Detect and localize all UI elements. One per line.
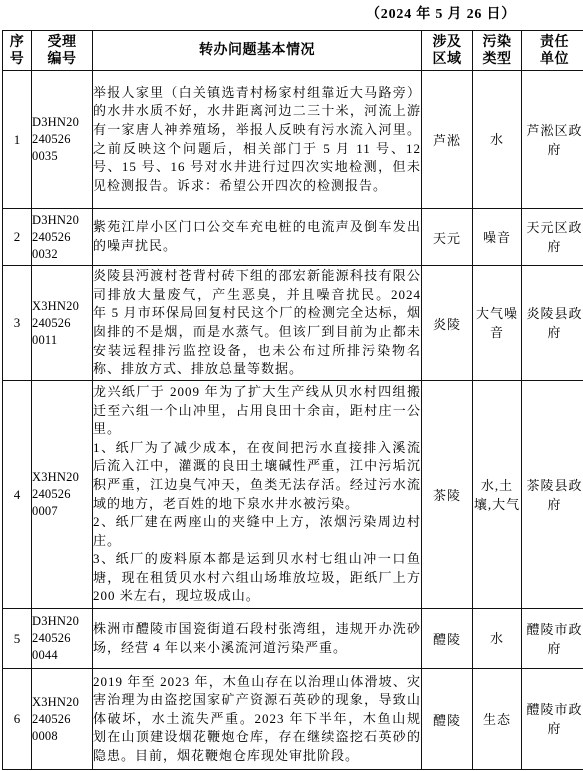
table-row xyxy=(3,266,583,381)
summary-paragraph: 株洲市醴陵市国瓷街道石段村张湾组，违规开办洗砂场，经营 4 年以来小溪流河道污染严重。 xyxy=(93,620,421,655)
header-seq-line: 序 xyxy=(9,34,25,50)
table-row xyxy=(3,669,583,770)
header-pollution-type xyxy=(473,31,522,71)
region-cell: 天元 xyxy=(422,209,473,266)
case-number-line: X3HN20 xyxy=(32,298,80,313)
summary-cell xyxy=(93,381,422,609)
table-header-row xyxy=(3,31,583,71)
seq-cell: 1 xyxy=(3,71,32,209)
case-number-line: 240526 xyxy=(32,487,71,501)
table-row xyxy=(3,209,583,266)
table-row xyxy=(3,71,583,209)
region-cell: 芦淞 xyxy=(422,71,473,209)
report-date: （2024 年 5 月 26 日） xyxy=(366,7,517,22)
responsible-unit-cell: 茶陵县政府 xyxy=(522,381,583,609)
region-cell: 炎陵 xyxy=(422,266,473,381)
header-case-number-line: 受理 xyxy=(47,34,77,50)
case-number-line: 240526 xyxy=(32,132,71,146)
case-number-line: X3HN20 xyxy=(32,470,80,484)
pollution-type-cell: 大气噪音 xyxy=(473,266,522,381)
seq-cell: 2 xyxy=(3,209,32,266)
case-number-line: 240526 xyxy=(32,631,71,645)
pollution-type-cell: 水 xyxy=(473,71,522,209)
seq-cell: 3 xyxy=(3,266,32,381)
summary-paragraph: 2、纸厂建在两座山的夹缝中上方，浓烟污染周边村庄。 xyxy=(93,514,421,548)
complaint-table-body xyxy=(3,31,583,770)
case-number-line: D3HN20 xyxy=(32,115,80,129)
responsible-unit-cell: 炎陵县政府 xyxy=(522,266,583,381)
header-region-line: 涉及 xyxy=(432,34,462,50)
header-responsible-unit-line: 责任 xyxy=(540,34,569,50)
case-number-line: 0035 xyxy=(32,149,58,163)
region-cell: 醴陵 xyxy=(422,609,473,669)
summary-paragraph: 3、纸厂的废料原本都是运到贝水村七组山冲一口鱼塘，现在租赁贝水村六组山场堆放垃圾，距纸厂上方 200 米左右，现垃圾成山。 xyxy=(93,551,421,604)
header-case-number xyxy=(32,31,93,71)
case-number-line: 0032 xyxy=(32,246,58,261)
summary-paragraph: 炎陵县沔渡村苍背村砖下组的邵宏新能源科技有限公司排放大量废气，产生恶臭，并且噪音扰民。2024 年 5 月市环保局回复村民这个厂的检测完全达标，烟囱排的不是烟，而是水蒸气。但该厂到目前为止都未安装远程排污监控设备，也未公布过所排污染物名称、排放方式、排放总量等数据。 xyxy=(93,268,421,377)
case-number-cell xyxy=(32,381,93,609)
case-number-cell xyxy=(32,609,93,669)
case-number-line: D3HN20 xyxy=(32,614,80,628)
header-region-line: 区域 xyxy=(432,51,462,67)
header-case-number-line: 编号 xyxy=(47,51,77,67)
table-row xyxy=(3,609,583,669)
case-number-cell xyxy=(32,266,93,381)
summary-cell xyxy=(93,209,422,266)
summary-cell xyxy=(93,266,422,381)
responsible-unit-cell: 醴陵市政府 xyxy=(522,609,583,669)
summary-cell xyxy=(93,669,422,770)
case-number-cell xyxy=(32,209,93,266)
summary-paragraph: 龙兴纸厂于 2009 年为了扩大生产线从贝水村四组搬迁至六组一个山冲里，占用良田十余亩，距村庄一公里。 xyxy=(93,383,421,437)
header-seq xyxy=(3,31,32,71)
pollution-type-cell: 水 xyxy=(473,609,522,669)
summary-paragraph: 举报人家里（白关镇选青村杨家村组靠近大马路旁）的水井水质不好，水井距离河边二三十米，河流上游有一家唐人神养殖场，举报人反映有污水流入河里。之前反映这个问题后，相关部门于 5 月 11 号、12 号、15 号、16 号对水井进行过四次实地检测，但未见检测报告。诉求：希望公开四次的检测报告。 xyxy=(93,84,421,193)
region-cell: 茶陵 xyxy=(422,381,473,609)
complaint-table xyxy=(2,30,583,770)
responsible-unit-cell: 醴陵市政府 xyxy=(522,669,583,770)
case-number-line: 0044 xyxy=(32,648,58,662)
header-pollution-type-line: 类型 xyxy=(482,51,512,67)
case-number-line: 0007 xyxy=(32,504,58,518)
summary-cell xyxy=(93,71,422,209)
seq-cell: 6 xyxy=(3,669,32,770)
case-number-line: 0008 xyxy=(32,728,58,743)
responsible-unit-cell: 天元区政府 xyxy=(522,209,583,266)
region-cell: 醴陵 xyxy=(422,669,473,770)
table-row xyxy=(3,381,583,609)
case-number-line: 240526 xyxy=(32,711,71,726)
summary-paragraph: 紫苑江岸小区门口公交车充电桩的电流声及倒车发出的噪声扰民。 xyxy=(93,219,421,253)
case-number-line: 0011 xyxy=(32,332,58,347)
summary-cell xyxy=(93,609,422,669)
case-number-cell xyxy=(32,71,93,209)
case-number-line: X3HN20 xyxy=(32,694,80,709)
case-number-line: 240526 xyxy=(32,229,71,244)
summary-paragraph: 1、纸厂为了减少成本，在夜间把污水直接排入溪流后流入江中，灌溉的良田土壤碱性严重，江中污垢沉积严重，江边臭气冲天，鱼类无法存活。经过污水流域的地方，老百姓的地下泉水井水被污染。 xyxy=(93,439,421,511)
seq-cell: 4 xyxy=(3,381,32,609)
pollution-type-cell: 噪音 xyxy=(473,209,522,266)
seq-cell: 5 xyxy=(3,609,32,669)
case-number-line: D3HN20 xyxy=(32,212,80,227)
header-region xyxy=(422,31,473,71)
header-responsible-unit-line: 单位 xyxy=(540,51,569,67)
case-number-line: 240526 xyxy=(32,315,71,330)
header-pollution-type-line: 污染 xyxy=(482,34,512,50)
header-seq-line: 号 xyxy=(9,51,25,67)
case-number-cell xyxy=(32,669,93,770)
summary-paragraph: 2019 年至 2023 年，木鱼山存在以治理山体滑坡、灾害治理为由盗挖国家矿产资源石英砂的现象，导致山体破坏，水土流失严重。2023 年下半年，木鱼山规划在山顶建设烟花鞭炮仓库，存在继续盗挖石英砂的隐患。目前，烟花鞭炮仓库现处审批阶段。 xyxy=(93,673,421,763)
responsible-unit-cell: 芦淞区政府 xyxy=(522,71,583,209)
pollution-type-cell: 水,土壤,大气 xyxy=(473,381,522,609)
header-summary: 转办问题基本情况 xyxy=(93,31,422,71)
header-responsible-unit xyxy=(522,31,583,71)
pollution-type-cell: 生态 xyxy=(473,669,522,770)
